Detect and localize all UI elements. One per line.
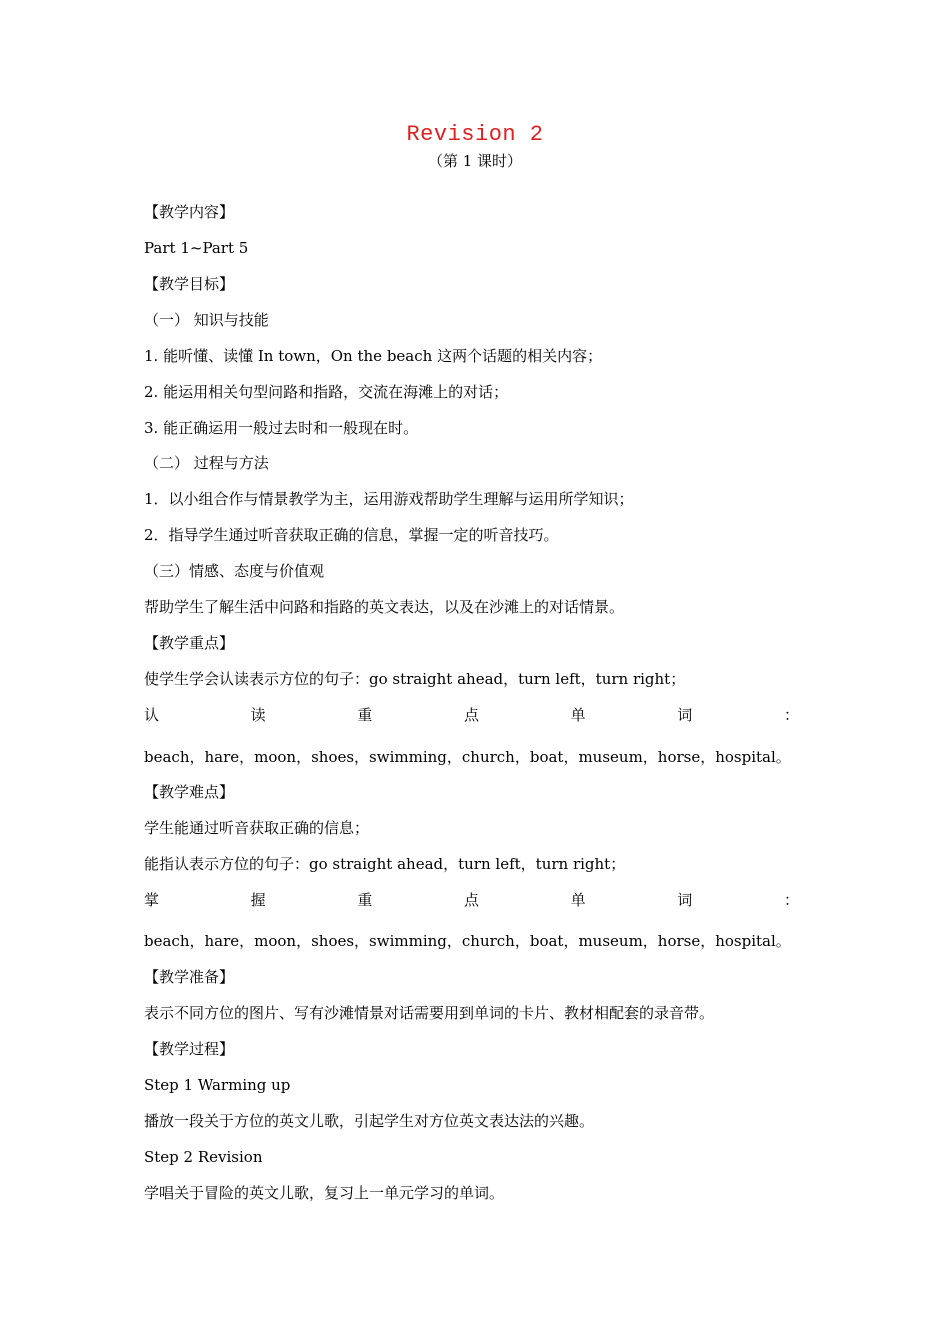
spread-char: 词 <box>677 891 693 909</box>
values-text: 帮助学生了解生活中问路和指路的英文表达，以及在沙滩上的对话情景。 <box>144 598 625 616</box>
process-2: 2．指导学生通过听音获取正确的信息，掌握一定的听音技巧。 <box>144 526 559 544</box>
page-title: Revision 2 <box>406 122 544 147</box>
master-words-list: beach，hare，moon，shoes，swimming，church，boat，museum，horse，hospital。 <box>144 932 791 950</box>
step-2-title: Step 2 Revision <box>144 1148 263 1166</box>
subheading-knowledge: （一） 知识与技能 <box>144 311 269 329</box>
process-1: 1．以小组合作与情景教学为主，运用游戏帮助学生理解与运用所学知识； <box>144 490 634 508</box>
lesson-subtitle: （第 1 课时） <box>427 152 523 170</box>
step-1-title: Step 1 Warming up <box>144 1076 291 1094</box>
spread-char: 单 <box>570 706 586 724</box>
subheading-values: （三）情感、态度与价值观 <box>144 562 325 580</box>
spread-char: 认 <box>144 706 160 724</box>
spread-char: ： <box>783 891 799 909</box>
objective-3: 3. 能正确运用一般过去时和一般现在时。 <box>144 419 419 437</box>
spread-char: 重 <box>357 891 373 909</box>
spread-char: 词 <box>677 706 693 724</box>
spread-char: 掌 <box>144 891 160 909</box>
heading-difficulties: 【教学难点】 <box>144 783 235 801</box>
subheading-process: （二） 过程与方法 <box>144 454 269 472</box>
difficulty-1: 学生能通过听音获取正确的信息； <box>144 819 370 837</box>
spread-char: 读 <box>250 706 266 724</box>
spread-char: 握 <box>250 891 266 909</box>
heading-key-points: 【教学重点】 <box>144 634 235 652</box>
heading-preparation: 【教学准备】 <box>144 968 235 986</box>
master-words-label <box>144 890 799 910</box>
step-1-text: 播放一段关于方位的英文儿歌，引起学生对方位英文表达法的兴趣。 <box>144 1112 595 1130</box>
heading-objectives: 【教学目标】 <box>144 275 235 293</box>
content-text: Part 1~Part 5 <box>144 239 249 257</box>
difficulty-2: 能指认表示方位的句子：go straight ahead，turn left，turn right； <box>144 855 626 873</box>
spread-char: 重 <box>357 706 373 724</box>
step-2-text: 学唱关于冒险的英文儿歌，复习上一单元学习的单词。 <box>144 1184 505 1202</box>
objective-2: 2. 能运用相关句型问路和指路，交流在海滩上的对话； <box>144 383 509 401</box>
key-words-label <box>144 705 799 725</box>
key-words-list: beach，hare，moon，shoes，swimming，church，boat，museum，horse，hospital。 <box>144 748 791 766</box>
spread-char: 点 <box>463 706 479 724</box>
spread-char: 点 <box>463 891 479 909</box>
heading-procedure: 【教学过程】 <box>144 1040 235 1058</box>
preparation-text: 表示不同方位的图片、写有沙滩情景对话需要用到单词的卡片、教材相配套的录音带。 <box>144 1004 715 1022</box>
heading-content: 【教学内容】 <box>144 203 235 221</box>
spread-char: 单 <box>570 891 586 909</box>
objective-1: 1. 能听懂、读懂 In town，On the beach 这两个话题的相关内容； <box>144 347 603 365</box>
spread-char: ： <box>783 706 799 724</box>
key-points-sentence: 使学生学会认读表示方位的句子：go straight ahead，turn left，turn right； <box>144 670 686 688</box>
